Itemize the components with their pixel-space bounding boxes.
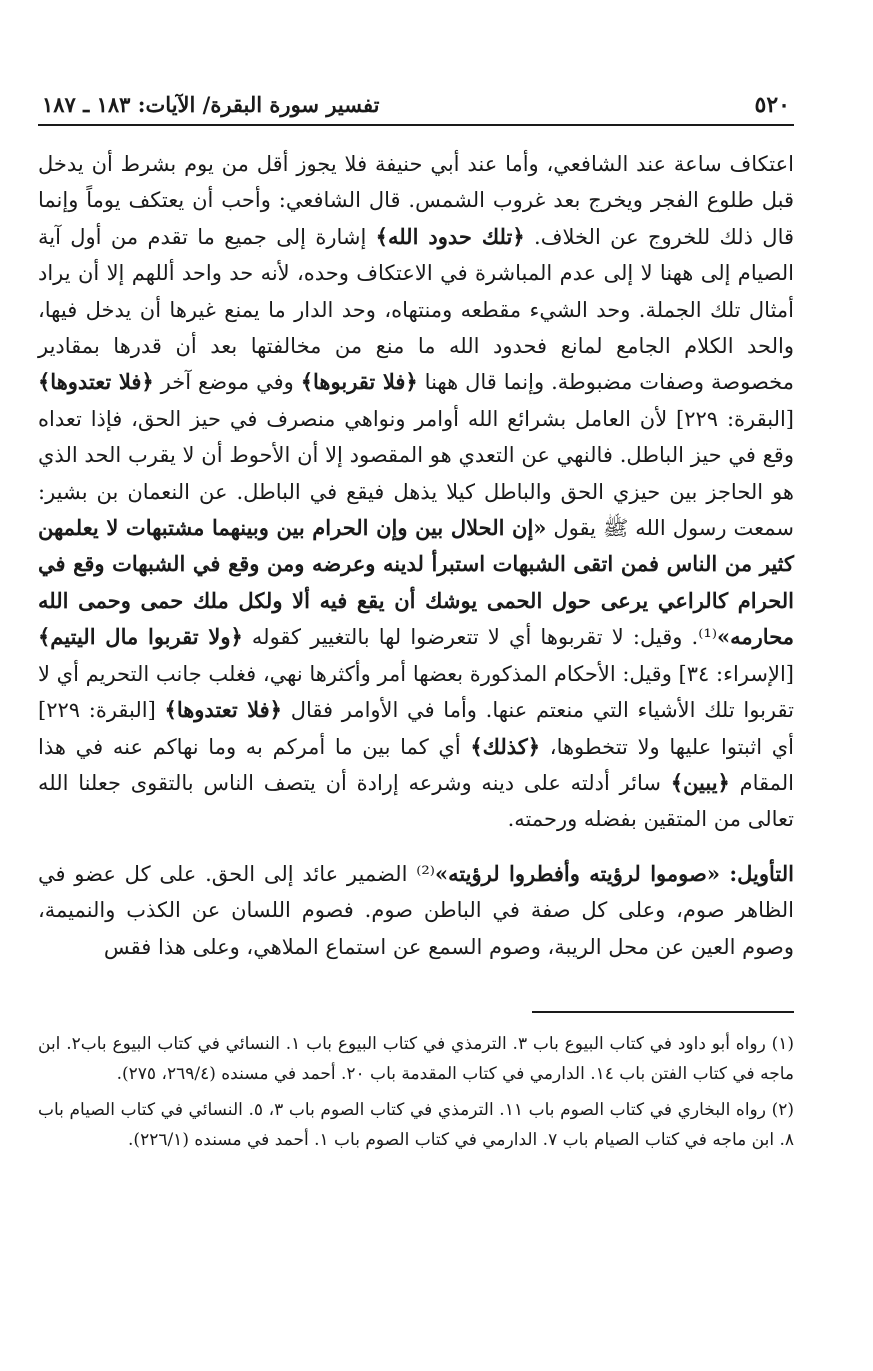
text-run: وفي موضع آخر [153,370,301,395]
hadith-quote: «صوموا لرؤيته وأفطروا لرؤيته» [434,860,730,886]
footnote-marker: ⁽²⁾ [416,861,435,886]
footnote-2: (٢) رواه البخاري في كتاب الصوم باب ١١. الترمذي في كتاب الصوم باب ٣، ٥. النسائي في كتاب الصيام باب ٨. ابن ماجه في كتاب الصيام باب ٧. الدارمي في كتاب الصوم باب ١. أحمد في مسنده (٢٢٦/١). [38,1099,794,1150]
running-title: تفسير سورة البقرة/ الآيات: ١٨٣ ـ ١٨٧ [42,92,380,117]
text-run: إشارة إلى جميع ما تقدم من أول آية الصيام إلى ههنا لا إلى عدم المباشرة في الاعتكاف وحده، لأنه حد واحد أللهم إلا أن يراد أمثال تلك الجملة. وحد الشيء مقطعه ومنتهاه، وحد الدار ما يمنع غيرها أن يدخل فيها، والحد الكلام الجامع لمانع فحدود الله ما منع من مخالفتها بعد أن قدرها بمقادير مخصوصة وصفات مضبوطة. وإنما قال ههنا [38,224,794,395]
tawil-paragraph [38,856,794,965]
text-run: سائر أدلته على دينه وشرعه إرادة أن يتصف الناس بالتقوى جعلنا الله تعالى من المتقين بفضله ورحمته. [38,770,794,832]
page-number: ٥٢٠ [754,92,790,118]
tawil-label: التأويل: [729,860,794,886]
quran-quote: ﴿فلا تقربوها﴾ [300,369,418,395]
footnote-1: (١) رواه أبو داود في كتاب البيوع باب ٣. الترمذي في كتاب البيوع باب ١. النسائي في كتاب البيوع باب٢. ابن ماجه في كتاب الفتن باب ١٤. الدارمي في كتاب المقدمة باب ٢٠. أحمد في مسنده (٢٦٩/٤، ٢٧٥). [38,1033,794,1084]
main-text [38,146,794,965]
quran-quote: ﴿تلك حدود الله﴾ [375,223,525,249]
text-run: أي كما بين ما أمركم به وما نهاكم عنه في هذا المقام [38,734,795,795]
book-page [38,88,794,1348]
quran-quote: ﴿يبين﴾ [670,769,730,795]
commentary-paragraph [38,146,794,838]
text-run: [البقرة: ٢٢٩] لأن العامل بشرائع الله أوامر ونواهي منصرف في حيز الحق، فإذا تعداه وقع في حيز الباطل. فالنهي عن التعدي هو المقصود إلا أن الأحوط أن لا يقرب الحد الذي هو الحاجز بين حيزي الحق والباطل كيلا يذهل فيقع في الباطل. عن النعمان بن بشير: سمعت رسول الله ﷺ يقول [38,406,794,541]
text-run: الضمير عائد إلى الحق. على كل عضو في الظاهر صوم، وعلى كل صفة في الباطن صوم. فصوم اللسان عن الكذب والنميمة، وصوم العين عن محل الريبة، وصوم السمع عن استماع الملاهي، وعلى هذا فقس [38,861,794,959]
footnote-marker: ⁽¹⁾ [698,625,718,650]
text-run: [الإسراء: ٣٤] وقيل: الأحكام المذكورة بعضها أمر وأكثرها نهي، فغلب جانب التحريم أي لا تقربوا تلك الأشياء التي منعتم عنها. وأما في الأوامر فقال [38,661,794,723]
quran-quote: ﴿ولا تقربوا مال اليتيم﴾ [38,624,243,650]
footnote-rule [532,1011,794,1013]
text-run: [البقرة: ٢٢٩] أي اثبتوا عليها ولا تتخطوها، [38,698,794,759]
running-head [38,88,794,126]
text-run: اعتكاف ساعة عند الشافعي، وأما عند أبي حنيفة فلا يجوز أقل من يوم بشرط أن يدخل قبل طلوع الفجر ويخرج بعد غروب الشمس. قال الشافعي: وأحب أن يعتكف يوماً وإنما قال ذلك للخروج عن الخلاف. [38,152,795,249]
hadith-quote: «إن الحلال بين وإن الحرام بين وبينهما مشتبهات لا يعلمهن كثير من الناس فمن اتقى الشبهات استبرأ لدينه وعرضه ومن وقع في الشبهات وقع في الحرام كالراعي يرعى حول الحمى يوشك أن يقع فيه ألا ولكل ملك حمى وحمى الله محارمه» [38,515,794,650]
footnotes [38,1029,794,1155]
quran-quote: ﴿فلا تعتدوها﴾ [164,697,282,723]
text-run: . وقيل: لا تقربوها أي لا تتعرضوا لها بالتغيير كقوله [242,625,699,650]
quran-quote: ﴿فلا تعتدوها﴾ [38,369,154,395]
quran-quote: ﴿كذلك﴾ [470,733,541,759]
